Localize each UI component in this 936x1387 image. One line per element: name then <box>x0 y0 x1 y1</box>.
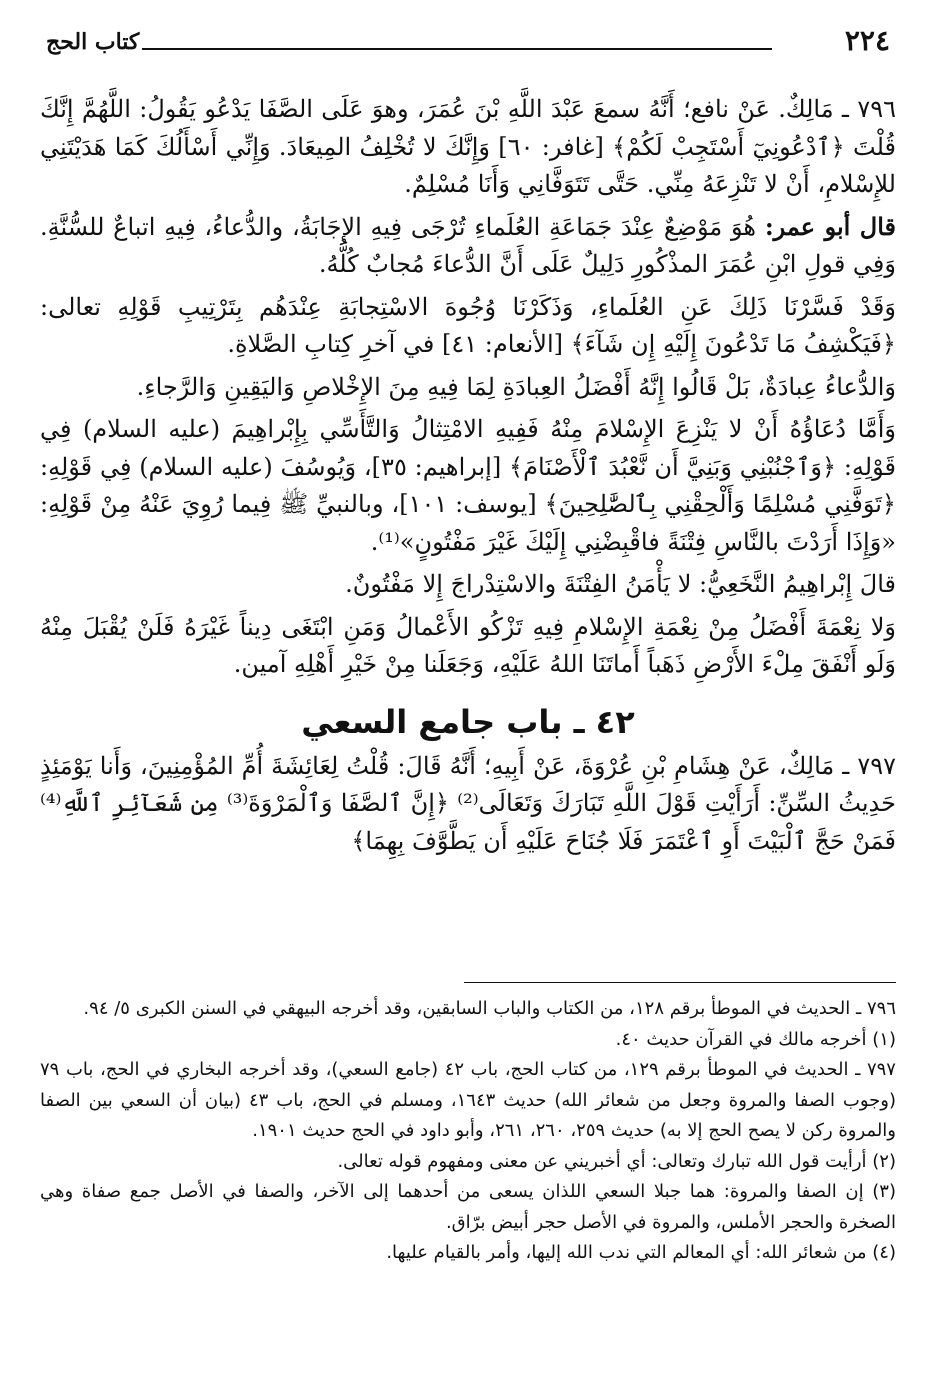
paragraph-text: وَلا نِعْمَةَ أَفْضَلُ مِنْ نِعْمَةِ الإِسْلامِ فِيهِ تَزْكُو الأَعْمالُ وَمَنِ ابْتَغَى دِيناً غَيْرَهُ فَلَنْ يُقْبَلَ مِنْهُ وَلَو أَنْفَقَ مِلْءَ الأَرْضِ ذَهَباً أَماتَنَا اللهُ عَلَيْهِ، وَجَعَلَنا مِنْ خَيْرِ أَهْلِهِ آمين. <box>40 612 896 678</box>
paragraph <box>40 368 896 407</box>
paragraph <box>40 90 896 204</box>
main-text <box>40 90 896 860</box>
paragraph-text: وَأَمَّا دُعَاؤُهُ أَنْ لا يَنْزِعَ الإِسْلامَ مِنْهُ فَفِيهِ الامْتِثالُ وَالتَّأَسِّي بِإِبْراهِيمَ (عليه السلام) فِي قَوْلِهِ: ﴿وَٱجْنُبْنِي وَبَنِيَّ أَن نَّعْبُدَ ٱلْأَصْنَامَ﴾ [إبراهيم: ٣٥]، وَيُوسُفَ (عليه السلام) فِي قَوْلِهِ: ﴿تَوَفَّنِي مُسْلِمًا وَأَلْحِقْنِي بِٱلصَّٰلِحِينَ﴾ [يوسف: ١٠١]، وبالنبيِّ ﷺ فِيما رُوِيَ عَنْهُ مِنْ قَوْلِهِ: «وَإِذَا أَرَدْتَ بالنَّاسِ فِتْنَةً فاقْبِضْنِي إِلَيْكَ غَيْرَ مَفْتُونٍ»⁽¹⁾. <box>40 415 896 556</box>
footnote: (١) أخرجه مالك في القرآن حديث ٤٠. <box>615 1028 896 1050</box>
paragraph <box>40 208 896 284</box>
footnote: (٢) أرأيت قول الله تبارك وتعالى: أي أخبريني عن معنى ومفهوم قوله تعالى. <box>337 1150 896 1172</box>
header-rule <box>142 48 772 50</box>
paragraph-text: قالَ إِبْراهِيمُ النَّخَعِيُّ: لا يَأْمَنُ الفِتْنَةَ والاسْتِدْراجَ إِلا مَفْتُونٌ. <box>345 570 896 598</box>
paragraph <box>40 288 896 364</box>
footnote-rule <box>464 982 896 983</box>
paragraph-text: وَالدُّعاءُ عِبادَةٌ، بَلْ قَالُوا إِنَّهُ أَفْضَلُ العِبادَةِ لِمَا فِيهِ مِنَ الإِخْلاصِ وَاليَقِينِ وَالرَّجاءِ. <box>136 372 896 401</box>
footnote: (٤) من شعائر الله: أي المعالم التي ندب الله إليها، وأمر بالقيام عليها. <box>386 1242 896 1263</box>
chapter-title: ٤٢ ـ باب جامع السعي <box>301 702 635 741</box>
paragraph-text: ٧٩٦ ـ مَالِكٌ. عَنْ نافع؛ أَنَّهُ سمعَ عَبْدَ اللَّهِ بْنَ عُمَرَ، وهوَ عَلَى الصَّفَا يَدْعُو يَقُولُ: اللَّهُمَّ إِنَّكَ قُلْتَ ﴿ٱدْعُونِيٓ أَسْتَجِبْ لَكُمْ﴾ [غافر: ٦٠] وَإِنَّكَ لا تُخْلِفُ المِيعَادَ. وَإِنِّي أَسْأَلُكَ كَمَا هَدَيْتَنِي للإِسْلامِ، أَنْ لا تَنْزِعَهُ مِنِّي. حَتَّى تَتَوَفَّانِي وَأَنَا مُسْلِمٌ. <box>40 95 896 198</box>
page-number: ٢٢٤ <box>844 24 890 57</box>
running-title: كتاب الحج <box>46 29 140 55</box>
footnote: ٧٩٦ ـ الحديث في الموطأ برقم ١٢٨، من الكتاب والباب السابقين، وقد أخرجه البيهقي في السنن الكبرى ٥/ ٩٤. <box>83 998 896 1019</box>
paragraph <box>40 608 896 684</box>
footnote: ٧٩٧ ـ الحديث في الموطأ برقم ١٢٩، من كتاب الحج، باب ٤٢ (جامع السعي)، وقد أخرجه البخاري في الحج، باب ٧٩ (وجوب الصفا والمروة وجعل من شعائر الله) حديث ١٦٤٣، ومسلم في الحج، باب ٤٣ (بيان أن السعي بين الصفا والمروة ركن لا يصح الحج إلا به) حديث ٢٥٩، ٢٦٠، ٢٦١، وأبو داود في الحج حديث ١٩٠١. <box>40 1059 897 1141</box>
paragraph-text: هُوَ مَوْضِعٌ عِنْدَ جَمَاعَةِ العُلَماءِ تُرْجَى فِيهِ الإِجَابَةُ، والدُّعاءُ، فِيهِ اتباعٌ للسُّنَّةِ. وَفِي قولِ ابْنِ عُمَرَ المذْكُورِ دَلِيلٌ عَلَى أَنَّ الدُّعاءَ مُجابٌ كُلُّهُ. <box>40 212 896 278</box>
paragraph-lead: قال أبو عمر: <box>764 211 896 241</box>
chapter-paragraph: ٧٩٧ ـ مَالِكٌ، عَنْ هِشَامِ بْنِ عُرْوَةَ، عَنْ أَبِيهِ؛ أَنَّهُ قَالَ: قُلْتُ لِعَائِشَةَ أُمِّ المُؤْمِنِينَ، وَأَنا يَوْمَئِذٍ حَدِيثُ السِّنِّ: أَرَأَيْتِ قَوْلَ اللَّهِ تَبَارَكَ وَتَعَالَى⁽²⁾ ﴿إِنَّ ٱلصَّفَا وَٱلْمَرْوَةَ⁽³⁾ مِن شَعَآئِرِ ٱللَّهِ⁽⁴⁾ فَمَنْ حَجَّ ٱلْبَيْتَ أَوِ ٱعْتَمَرَ فَلَا جُنَاحَ عَلَيْهِ أَن يَطَّوَّفَ بِهِمَا﴾ <box>40 751 896 855</box>
paragraph <box>40 565 896 604</box>
paragraph-text: وَقَدْ فَسَّرْنَا ذَلِكَ عَنِ العُلَماءِ، وَذَكَرْنَا وُجُوهَ الاسْتِجابَةِ عِنْدَهُم بِتَرْتِيبِ قَوْلِهِ تعالى: ﴿فَيَكْشِفُ مَا تَدْعُونَ إِلَيْهِ إِن شَآءَ﴾ [الأنعام: ٤١] في آخرِ كِتابِ الصَّلاةِ. <box>40 292 896 358</box>
footnote: (٣) إن الصفا والمروة: هما جبلا السعي اللذان يسعى من أحدهما إلى الآخر، والصفا في الأصل جمع صفاة وهي الصخرة والحجر الأملس، والمروة في الأصل حجر أبيض برّاق. <box>40 1181 896 1233</box>
page-header <box>46 26 890 60</box>
footnotes <box>40 994 896 1269</box>
paragraph <box>40 410 896 561</box>
